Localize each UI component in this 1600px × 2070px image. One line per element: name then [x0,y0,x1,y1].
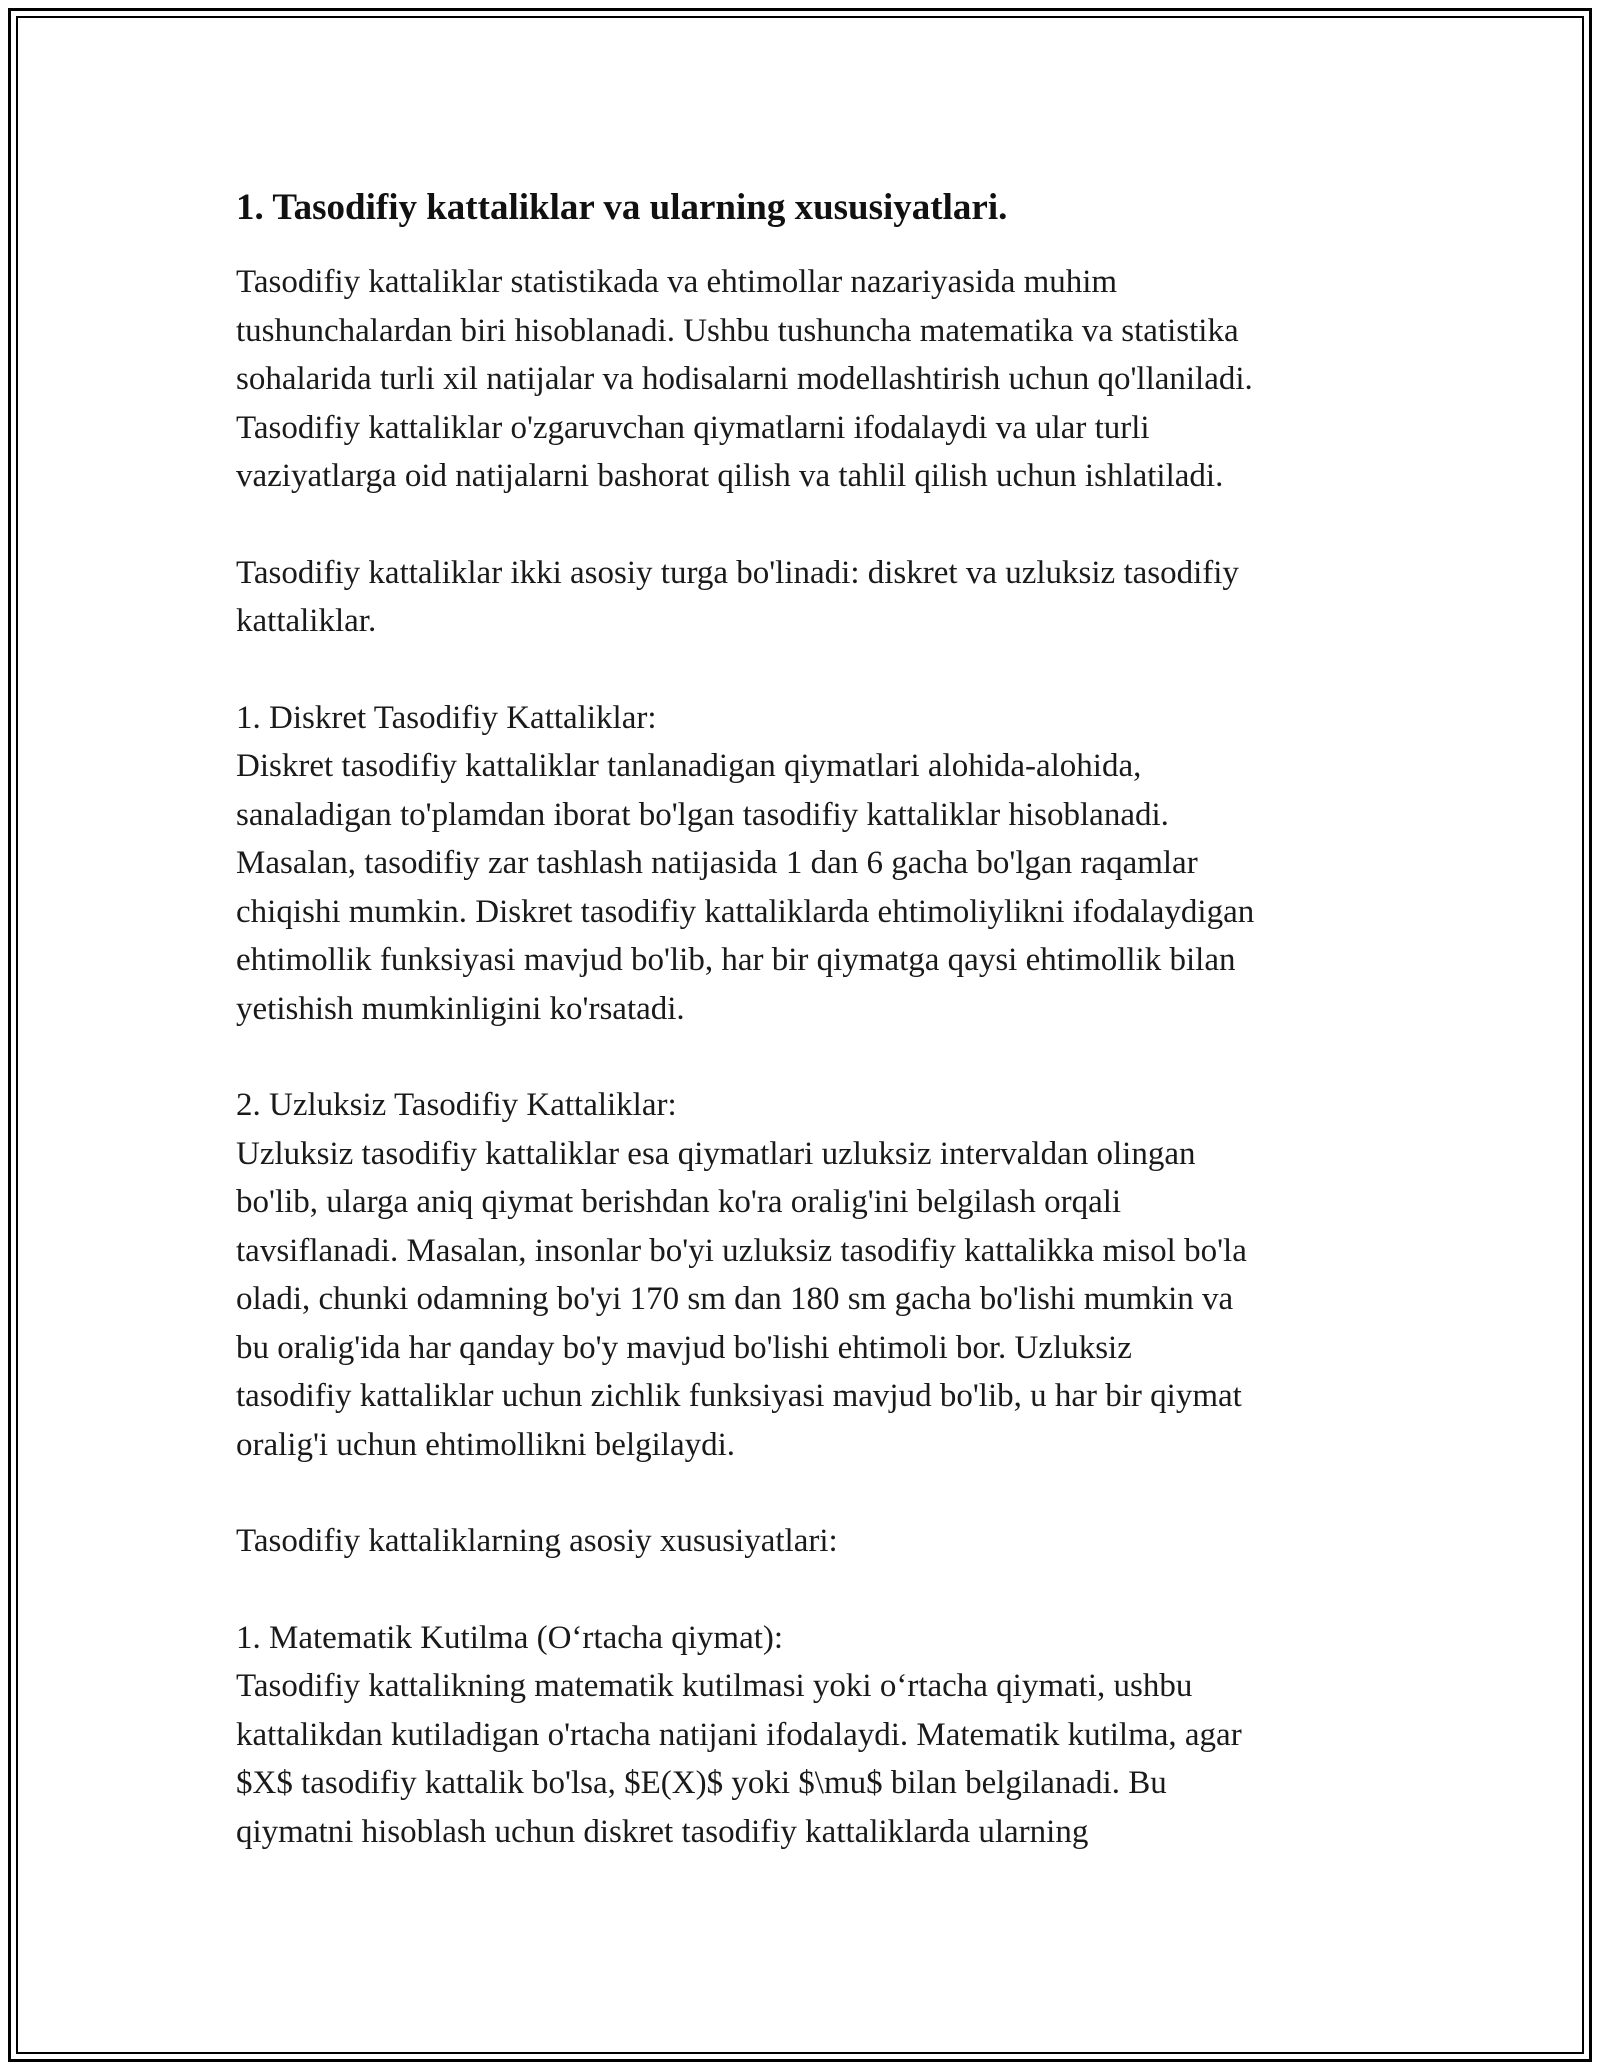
document-title: 1. Tasodifiy kattaliklar va ularning xususiyatlari. [236,187,1008,228]
paragraph-types: Tasodifiy kattaliklar ikki asosiy turga bo'linadi: diskret va uzluksiz tasodifiy kattaliklar. [236,554,1239,639]
document-body [236,184,1386,1904]
paragraph-continuous: 2. Uzluksiz Tasodifiy Kattaliklar: Uzluksiz tasodifiy kattaliklar esa qiymatlari uzluksiz intervaldan olingan bo'lib, ularga aniq qiymat berishdan ko'ra oralig'ini belgilash orqali tavsiflanadi. Masalan, insonlar bo'yi uzluksiz tasodifiy kattalikka misol bo'la oladi, chunki odamning bo'yi 170 sm dan 180 sm gacha bo'lishi mumkin va bu oralig'ida har qanday bo'y mavjud bo'lishi ehtimoli bor. Uzluksiz tasodifiy kattaliklar uchun zichlik funksiyasi mavjud bo'lib, u har bir qiymat oralig'i uchun ehtimollikni belgilaydi. [236,1087,1247,1463]
paragraph-discrete: 1. Diskret Tasodifiy Kattaliklar: Diskret tasodifiy kattaliklar tanlanadigan qiymatlari alohida-alohida, sanaladigan to'plamdan iborat bo'lgan tasodifiy kattaliklar hisoblanadi. Masalan, tasodifiy zar tashlash natijasida 1 dan 6 gacha bo'lgan raqamlar chiqishi mumkin. Diskret tasodifiy kattaliklarda ehtimoliylikni ifodalaydigan ehtimollik funksiyasi mavjud bo'lib, har bir qiymatga qaysi ehtimollik bilan yetishish mumkinligini ko'rsatadi. [236,699,1255,1027]
paragraph-expectation: 1. Matematik Kutilma (O‘rtacha qiymat): Tasodifiy kattalikning matematik kutilmasi yoki o‘rtacha qiymati, ushbu kattalikdan kutiladigan o'rtacha natijani ifodalaydi. Matematik kutilma, agar $X$ tasodifiy kattalik bo'lsa, $E(X)$ yoki $\mu$ bilan belgilanadi. Bu qiymatni hisoblash uchun diskret tasodifiy kattaliklarda ularning [236,1619,1242,1850]
paragraph-intro: Tasodifiy kattaliklar statistikada va ehtimollar nazariyasida muhim tushunchalardan biri hisoblanadi. Ushbu tushuncha matematika va statistika sohalarida turli xil natijalar va hodisalarni modellashtirish uchun qo'llaniladi. Tasodifiy kattaliklar o'zgaruvchan qiymatlarni ifodalaydi va ular turli vaziyatlarga oid natijalarni bashorat qilish va tahlil qilish uchun ishlatiladi. [236,264,1253,494]
paragraph-properties-heading: Tasodifiy kattaliklarning asosiy xususiyatlari: [236,1523,838,1559]
